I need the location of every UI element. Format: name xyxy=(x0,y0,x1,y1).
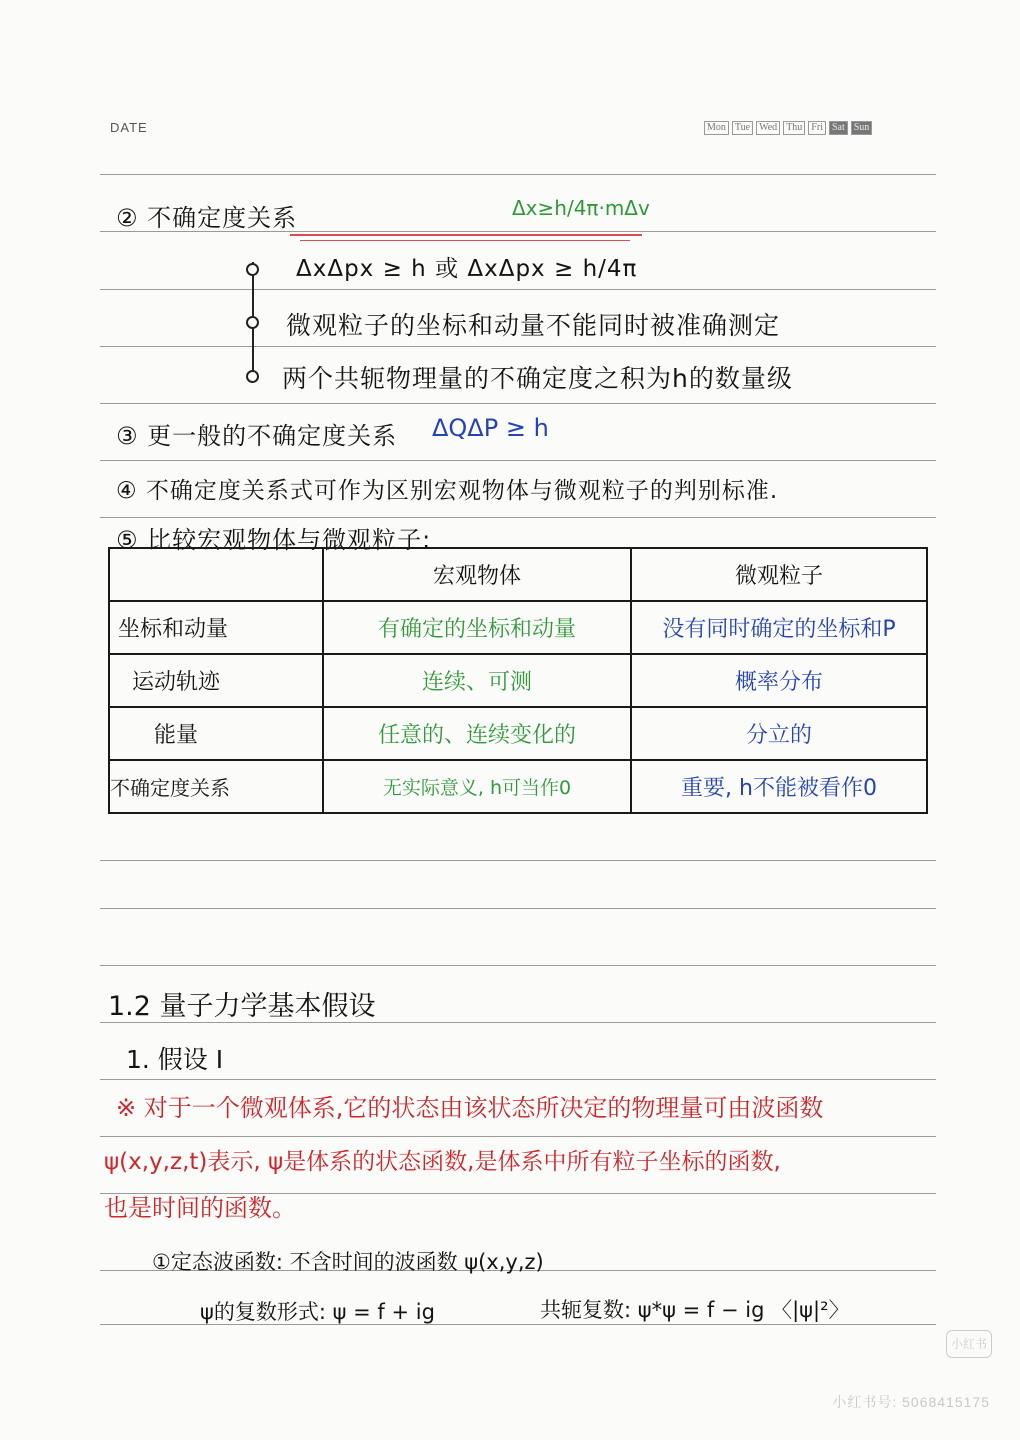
section12-subtitle: 1. 假设 I xyxy=(126,1045,224,1074)
macro-cell: 无实际意义, h可当作0 xyxy=(323,760,631,813)
table-header-cell xyxy=(109,548,323,601)
macro-cell: 有确定的坐标和动量 xyxy=(323,601,631,654)
table-row xyxy=(109,601,927,654)
ruled-line xyxy=(100,517,936,518)
row-label: 运动轨迹 xyxy=(109,654,323,707)
ruled-line xyxy=(100,346,936,347)
table-header-cell: 宏观物体 xyxy=(323,548,631,601)
row-label: 能量 xyxy=(109,707,323,760)
comparison-table xyxy=(108,547,928,814)
section2-bullet-1: 微观粒子的坐标和动量不能同时被准确测定 xyxy=(286,311,781,340)
weekday-mon: Mon xyxy=(704,121,729,135)
red-underline xyxy=(290,234,642,236)
ruled-line xyxy=(100,1079,936,1080)
weekday-tue: Tue xyxy=(732,121,753,135)
section12-item1: ①定态波函数: 不含时间的波函数 ψ(x,y,z) xyxy=(152,1250,544,1274)
macro-cell: 连续、可测 xyxy=(323,654,631,707)
red-definition-line: ψ(x,y,z,t)表示, ψ是体系的状态函数,是体系中所有粒子坐标的函数, xyxy=(104,1149,781,1175)
row-label: 不确定度关系 xyxy=(109,760,323,813)
table-row xyxy=(109,760,927,813)
weekday-fri: Fri xyxy=(808,121,826,135)
section2-formula-line: ΔxΔpx ≥ h 或 ΔxΔpx ≥ h/4π xyxy=(296,256,638,282)
section5-text: ⑤ 比较宏观物体与微观粒子: xyxy=(116,526,432,554)
ruled-line xyxy=(100,908,936,909)
micro-cell: 分立的 xyxy=(631,707,927,760)
ruled-line xyxy=(100,289,936,290)
ruled-line xyxy=(100,174,936,175)
ruled-line xyxy=(100,460,936,461)
micro-cell: 重要, h不能被看作0 xyxy=(631,760,927,813)
section2-green-formula: Δx≥h/4π·mΔv xyxy=(512,196,650,220)
bullet-dot xyxy=(246,316,259,329)
table-header-cell: 微观粒子 xyxy=(631,548,927,601)
ruled-line xyxy=(100,1136,936,1137)
red-underline xyxy=(300,240,630,241)
ruled-line xyxy=(100,860,936,861)
watermark-text: 小红书号: 5068415175 xyxy=(832,1394,990,1410)
table-header-row xyxy=(109,548,927,601)
weekday-sun: Sun xyxy=(851,121,873,135)
bullet-dot xyxy=(246,263,259,276)
table-row xyxy=(109,654,927,707)
ruled-line xyxy=(100,965,936,966)
micro-cell: 没有同时确定的坐标和P xyxy=(631,601,927,654)
table-row xyxy=(109,707,927,760)
date-label: DATE xyxy=(110,120,148,135)
weekday-wed: Wed xyxy=(756,121,780,135)
section12-title: 1.2 量子力学基本假设 xyxy=(108,991,376,1022)
weekday-boxes xyxy=(704,121,872,135)
micro-cell: 概率分布 xyxy=(631,654,927,707)
bullet-dot xyxy=(246,370,259,383)
section3-formula: ΔQΔP ≥ h xyxy=(432,414,549,442)
section3-text: ③ 更一般的不确定度关系 xyxy=(116,422,398,450)
section12-item2-left: ψ的复数形式: ψ = f + ig xyxy=(200,1300,435,1324)
section12-item2-right: 共轭复数: ψ*ψ = f − ig 〈|ψ|²〉 xyxy=(540,1298,850,1322)
ruled-line xyxy=(100,403,936,404)
section2-bullet-2: 两个共轭物理量的不确定度之积为h的数量级 xyxy=(282,364,793,393)
section4-text: ④ 不确定度关系式可作为区别宏观物体与微观粒子的判别标准. xyxy=(116,478,779,504)
red-definition-line: ※ 对于一个微观体系,它的状态由该状态所决定的物理量可由波函数 xyxy=(116,1094,824,1122)
macro-cell: 任意的、连续变化的 xyxy=(323,707,631,760)
weekday-thu: Thu xyxy=(783,121,805,135)
weekday-sat: Sat xyxy=(829,121,848,135)
row-label: 坐标和动量 xyxy=(109,601,323,654)
xiaohongshu-logo: 小红书 xyxy=(946,1330,992,1358)
red-definition-line: 也是时间的函数。 xyxy=(104,1194,296,1222)
section2-heading: ② 不确定度关系 xyxy=(116,204,298,232)
